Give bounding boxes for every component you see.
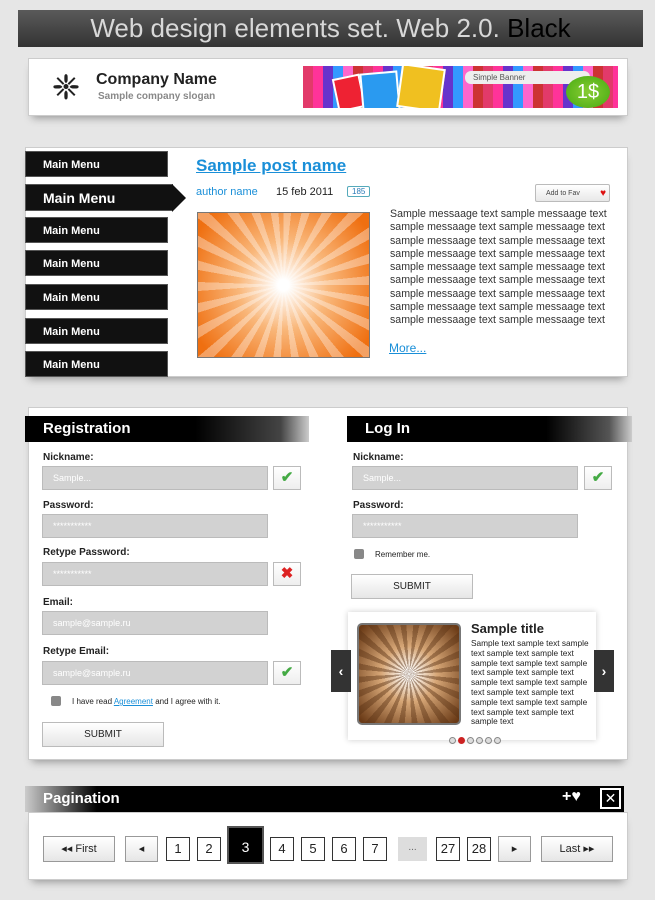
pagination-heading: Pagination xyxy=(25,786,624,812)
menu-item-active[interactable]: Main Menu xyxy=(25,184,173,211)
check-icon: ✔ xyxy=(273,661,301,685)
nickname-label: Nickname: xyxy=(43,452,94,463)
current-page-button[interactable]: 3 xyxy=(227,826,264,864)
menu-item[interactable]: Main Menu xyxy=(25,250,168,276)
check-icon: ✔ xyxy=(273,466,301,490)
last-label: Last xyxy=(559,843,581,855)
slider-dot-active[interactable] xyxy=(458,737,465,744)
reg-email-input[interactable]: sample@sample.ru xyxy=(42,611,268,635)
slider-prev-button[interactable]: ‹ xyxy=(331,650,351,692)
slider-next-button[interactable]: › xyxy=(594,650,614,692)
more-link[interactable]: More... xyxy=(389,341,427,355)
retype-password-label: Retype Password: xyxy=(43,547,130,558)
add-favorite-icon[interactable]: +♥ xyxy=(562,788,581,805)
error-x-icon: ✖ xyxy=(273,562,301,586)
banner-search[interactable]: Simple Banner xyxy=(465,71,590,84)
post-text: Sample messaage text sample messaage text sample messaage text sample messaage text sample messaage text sample messaage text sample messaage text sample messaage text sample messaage text sample messaage text sample messaage text sample messaage text sample messaage text sample messaage text sample messaage text sample messaage text sample messaage text sample messaage text xyxy=(390,208,607,327)
email-label: Email: xyxy=(43,597,74,608)
prev-page-button[interactable] xyxy=(125,836,158,862)
last-page-button[interactable] xyxy=(541,836,613,862)
add-to-fav-button[interactable] xyxy=(535,184,610,202)
remember-checkbox[interactable] xyxy=(354,549,364,559)
first-label: First xyxy=(75,843,97,855)
login-nickname-input[interactable]: Sample... xyxy=(352,466,578,490)
company-name: Company Name xyxy=(96,71,217,88)
page-title xyxy=(18,10,643,47)
login-password-input[interactable]: *********** xyxy=(352,514,578,538)
agreement-link[interactable]: Agreement xyxy=(113,697,153,706)
comment-count-badge[interactable]: 185 xyxy=(347,186,370,197)
chevron-right-icon: ▸ xyxy=(511,843,518,855)
agree-checkbox[interactable] xyxy=(51,696,61,706)
reg-retype-email-input[interactable]: sample@sample.ru xyxy=(42,661,268,685)
page-button[interactable]: 6 xyxy=(332,837,356,861)
slider-dot[interactable] xyxy=(467,737,474,744)
reg-nickname-input[interactable]: Sample... xyxy=(42,466,268,490)
retype-email-label: Retype Email: xyxy=(43,646,110,657)
title-main: Web design elements set. Web 2.0. xyxy=(90,13,500,43)
chevron-left-icon: ◂ xyxy=(138,843,145,855)
agree-pre: I have read xyxy=(72,697,113,706)
company-slogan: Sample company slogan xyxy=(98,91,216,102)
slider-text: Sample text sample text sample text sample text sample text sample text sample text sample text sample text sample text sample text sample text sample text sample text sample text sample text sample text sample text sample text sample text sample text xyxy=(471,638,589,727)
password-label: Password: xyxy=(43,500,94,511)
page-button[interactable]: 4 xyxy=(270,837,294,861)
login-password-label: Password: xyxy=(353,500,404,511)
pagination-card xyxy=(28,812,628,880)
menu-item[interactable]: Main Menu xyxy=(25,217,168,243)
page-button[interactable]: 2 xyxy=(197,837,221,861)
page-button[interactable]: 28 xyxy=(467,837,491,861)
reg-password-input[interactable]: *********** xyxy=(42,514,268,538)
page-button[interactable]: 1 xyxy=(166,837,190,861)
page-button[interactable]: 27 xyxy=(436,837,460,861)
first-page-button[interactable] xyxy=(43,836,115,862)
banner-price-badge: 1$ xyxy=(566,76,610,108)
logo-icon[interactable]: ❈ xyxy=(51,69,81,107)
pagination-ellipsis: ... xyxy=(398,837,427,861)
slider-dot[interactable] xyxy=(449,737,456,744)
post-title-link[interactable]: Sample post name xyxy=(196,156,347,175)
menu-item[interactable]: Main Menu xyxy=(25,351,168,377)
login-nickname-label: Nickname: xyxy=(353,452,404,463)
next-page-button[interactable] xyxy=(498,836,531,862)
agree-text xyxy=(72,697,221,706)
slider-dot[interactable] xyxy=(485,737,492,744)
slider-dots xyxy=(449,737,501,744)
title-accent: Black xyxy=(507,13,571,43)
add-to-fav-label: Add to Fav xyxy=(546,190,580,197)
menu-item[interactable]: Main Menu xyxy=(25,318,168,344)
remember-label: Remember me. xyxy=(375,550,431,559)
slider-dot[interactable] xyxy=(476,737,483,744)
registration-heading: Registration xyxy=(25,416,309,442)
menu-item[interactable]: Main Menu xyxy=(25,284,168,310)
page-button[interactable]: 7 xyxy=(363,837,387,861)
double-chevron-right-icon: ▸▸ xyxy=(583,843,595,855)
slider-dot[interactable] xyxy=(494,737,501,744)
agree-post: and I agree with it. xyxy=(155,697,221,706)
login-heading: Log In xyxy=(347,416,632,442)
post-author-link[interactable]: author name xyxy=(196,186,258,198)
menu-item[interactable]: Main Menu xyxy=(25,151,168,177)
post-image xyxy=(197,212,370,358)
login-submit-button[interactable]: SUBMIT xyxy=(351,574,473,599)
reg-retype-password-input[interactable]: *********** xyxy=(42,562,268,586)
double-chevron-left-icon: ◂◂ xyxy=(61,843,73,855)
registration-submit-button[interactable]: SUBMIT xyxy=(42,722,164,747)
check-icon: ✔ xyxy=(584,466,612,490)
close-icon[interactable]: ✕ xyxy=(600,788,621,809)
slider-title: Sample title xyxy=(471,621,544,636)
heart-icon: ♥ xyxy=(600,188,606,199)
page-button[interactable]: 5 xyxy=(301,837,325,861)
post-date: 15 feb 2011 xyxy=(276,186,334,198)
slider-image xyxy=(357,623,461,725)
